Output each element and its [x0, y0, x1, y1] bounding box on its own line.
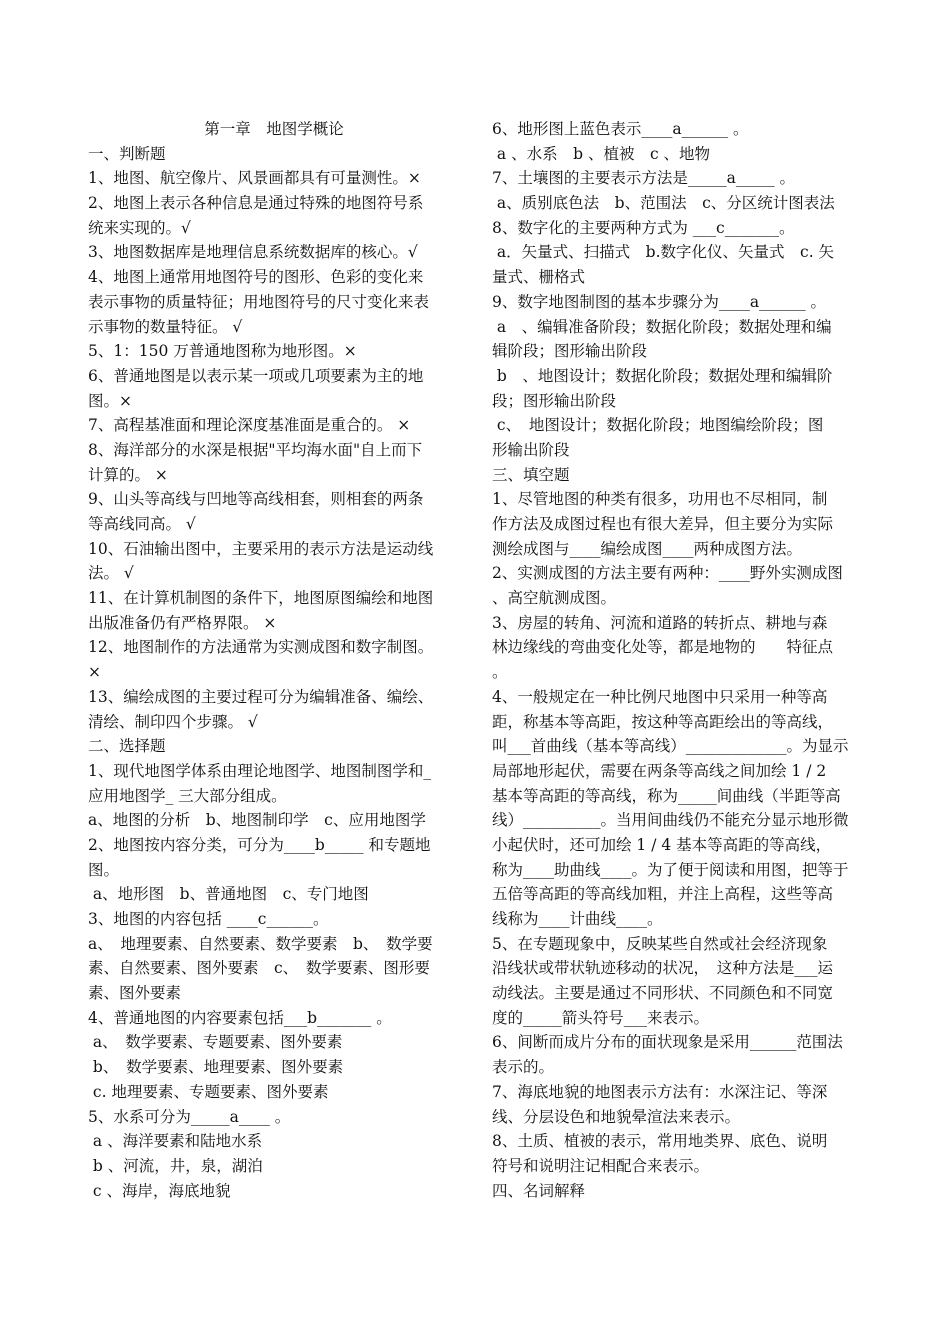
text-line: 线称为____计曲线____。 [492, 910, 663, 928]
text-line: 8、数字化的主要两种方式为 ___c_______。 [492, 218, 795, 237]
text-line: a、 地理要素、自然要素、数学要素 b、 数学要 [88, 934, 433, 953]
text-line: 叫___首曲线（基本等高线）_____________。为显示 [492, 737, 849, 756]
text-line: 1、现代地图学体系由理论地图学、地图制图学和_ [88, 761, 432, 780]
right-column [492, 117, 866, 1203]
text-line: 6、普通地图是以表示某一项或几项要素为主的地 [88, 366, 424, 385]
text-line: 2、地图按内容分类，可分为____b_____ 和专题地 [88, 835, 431, 854]
text-line: b 、地图设计；数据化阶段；数据处理和编辑阶 [492, 366, 833, 385]
text-line: a 、水系 b 、植被 c 、地物 [492, 144, 711, 163]
text-line: 13、编绘成图的主要过程可分为编辑准备、编绘、 [88, 687, 434, 706]
section-heading: 一、判断题 [88, 144, 166, 163]
text-line: a 、海洋要素和陆地水系 [88, 1132, 263, 1151]
text-line: 作方法及成图过程也有很大差异，但主要分为实际 [492, 515, 834, 533]
text-line: 9、山头等高线与凹地等高线相套，则相套的两条 [88, 490, 424, 509]
text-line: 5、1：150 万普通地图称为地形图。× [88, 342, 357, 361]
text-line: 辑阶段；图形输出阶段 [492, 342, 648, 361]
text-line: 五倍等高距的等高线加粗，并注上高程，这些等高 [492, 885, 834, 904]
text-line: 法。 √ [88, 564, 134, 583]
text-line: 表示事物的质量特征；用地图符号的尺寸变化来表 [88, 292, 430, 311]
text-line: a、地形图 b、普通地图 c、专门地图 [88, 885, 369, 904]
text-line: 段；图形输出阶段 [492, 391, 617, 410]
section-heading: 四、名词解释 [492, 1181, 586, 1200]
text-line: 度的_____箭头符号___来表示。 [492, 1008, 710, 1027]
text-line: a．矢量式、扫描式 b.数字化仪、矢量式 c. 矢 [492, 243, 835, 262]
text-line: b 、河流，井，泉，湖泊 [88, 1156, 263, 1175]
text-line: 测绘成图与____编绘成图____两种成图方法。 [492, 539, 803, 558]
chapter-title: 第一章 地图学概论 [204, 120, 344, 138]
text-line: 出版准备仍有严格界限。 × [88, 613, 277, 632]
text-line: 线）__________。当用间曲线仍不能充分显示地形微 [492, 811, 849, 830]
text-line: 4、一般规定在一种比例尺地图中只采用一种等高 [492, 687, 828, 706]
text-line: 1、地图、航空像片、风景画都具有可量测性。× [88, 169, 421, 188]
text-line: 应用地图学_ 三大部分组成。 [88, 786, 287, 805]
section-heading: 二、选择题 [88, 737, 166, 756]
text-line: 5、在专题现象中，反映某些自然或社会经济现象 [492, 934, 828, 953]
text-line: 图。× [88, 391, 132, 410]
text-line: 素、图外要素 [88, 984, 182, 1003]
text-line: 小起伏时，还可加绘 1 / 4 基本等高距的等高线， [492, 835, 832, 854]
text-line: 沿线状或带状轨迹移动的状况， 这种方法是___运 [492, 959, 834, 978]
text-line: 8、海洋部分的水深是根据"平均海水面"自上而下 [88, 440, 423, 459]
text-line: 基本等高距的等高线，称为_____间曲线（半距等高 [492, 786, 841, 805]
text-line: 5、水系可分为_____a____ 。 [88, 1107, 291, 1126]
text-line: 符号和说明注记相配合来表示。 [492, 1156, 710, 1175]
text-line: 线、分层设色和地貌晕渲法来表示。 [492, 1107, 741, 1126]
text-line: 、高空航测成图。 [492, 589, 617, 608]
text-line: 9、数字地图制图的基本步骤分为____a______ 。 [492, 292, 827, 311]
section-heading: 三、填空题 [492, 465, 570, 484]
text-line: a、地图的分析 b、地图制印学 c、应用地图学 [88, 811, 426, 830]
text-line: 表示的。 [492, 1058, 555, 1077]
text-line: 4、地图上通常用地图符号的图形、色彩的变化来 [88, 268, 424, 287]
text-line: 计算的。 × [88, 465, 168, 484]
text-line: c、 地图设计；数据化阶段；地图编绘阶段；图 [492, 416, 824, 435]
text-line: 量式、栅格式 [492, 268, 586, 287]
text-line: 4、普通地图的内容要素包括___b_______ 。 [88, 1008, 392, 1027]
text-line: c 、海岸，海底地貌 [88, 1181, 231, 1200]
text-line: 3、地图的内容包括 ____c______。 [88, 910, 329, 928]
text-line: 8、土质、植被的表示，常用地类界、底色、说明 [492, 1132, 828, 1151]
text-line: 12、地图制作的方法通常为实测成图和数字制图。 [88, 638, 434, 657]
text-line: 局部地形起伏，需要在两条等高线之间加绘 1 / 2 [492, 761, 827, 780]
text-line: 7、高程基准面和理论深度基准面是重合的。 × [88, 416, 411, 435]
left-column [88, 117, 460, 1203]
text-line: 1、尽管地图的种类有很多，功用也不尽相同，制 [492, 490, 828, 509]
text-line: 11、在计算机制图的条件下，地图原图编绘和地图 [88, 589, 434, 608]
text-line: 素、自然要素、图外要素 c、 数学要素、图形要 [88, 959, 430, 978]
text-line: c. 地理要素、专题要素、图外要素 [88, 1082, 329, 1101]
text-line: 图。 [88, 860, 120, 879]
text-line: 距，称基本等高距，按这种等高距绘出的等高线， [492, 712, 834, 731]
text-line: 统来实现的。√ [88, 218, 191, 237]
text-line: 2、地图上表示各种信息是通过特殊的地图符号系 [88, 194, 424, 213]
text-line: 3、房屋的转角、河流和道路的转折点、耕地与森 [492, 613, 828, 632]
text-line: 10、石油输出图中，主要采用的表示方法是运动线 [88, 539, 434, 558]
text-line: a 、编辑准备阶段；数据化阶段；数据处理和编 [492, 317, 832, 336]
text-line: 形输出阶段 [492, 440, 570, 459]
text-line: 7、海底地貌的地图表示方法有：水深注记、等深 [492, 1082, 828, 1101]
text-line: 动线法。主要是通过不同形状、不同颜色和不同宽 [492, 984, 834, 1003]
text-line: 3、地图数据库是地理信息系统数据库的核心。√ [88, 243, 418, 262]
text-line: 6、地形图上蓝色表示____a______ 。 [492, 120, 749, 138]
text-line: 林边缘线的弯曲变化处等，都是地物的 特征点 [492, 638, 834, 657]
text-line: 称为____助曲线____。为了便于阅读和用图，把等于 [492, 860, 849, 879]
text-line: 示事物的数量特征。 √ [88, 317, 243, 336]
text-line: × [88, 663, 101, 682]
text-line: b、 数学要素、地理要素、图外要素 [88, 1058, 344, 1077]
text-line: 。 [492, 663, 508, 682]
text-line: a、 数学要素、专题要素、图外要素 [88, 1033, 343, 1052]
text-line: 6、间断而成片分布的面状现象是采用______范围法 [492, 1033, 843, 1052]
text-line: 7、土壤图的主要表示方法是_____a_____ 。 [492, 169, 796, 188]
text-line: 2、实测成图的方法主要有两种：____野外实测成图 [492, 564, 843, 583]
text-line: 清绘、制印四个步骤。 √ [88, 712, 258, 731]
text-line: a、质别底色法 b、范围法 c、分区统计图表法 [492, 194, 835, 213]
text-line: 等高线同高。 √ [88, 515, 196, 533]
